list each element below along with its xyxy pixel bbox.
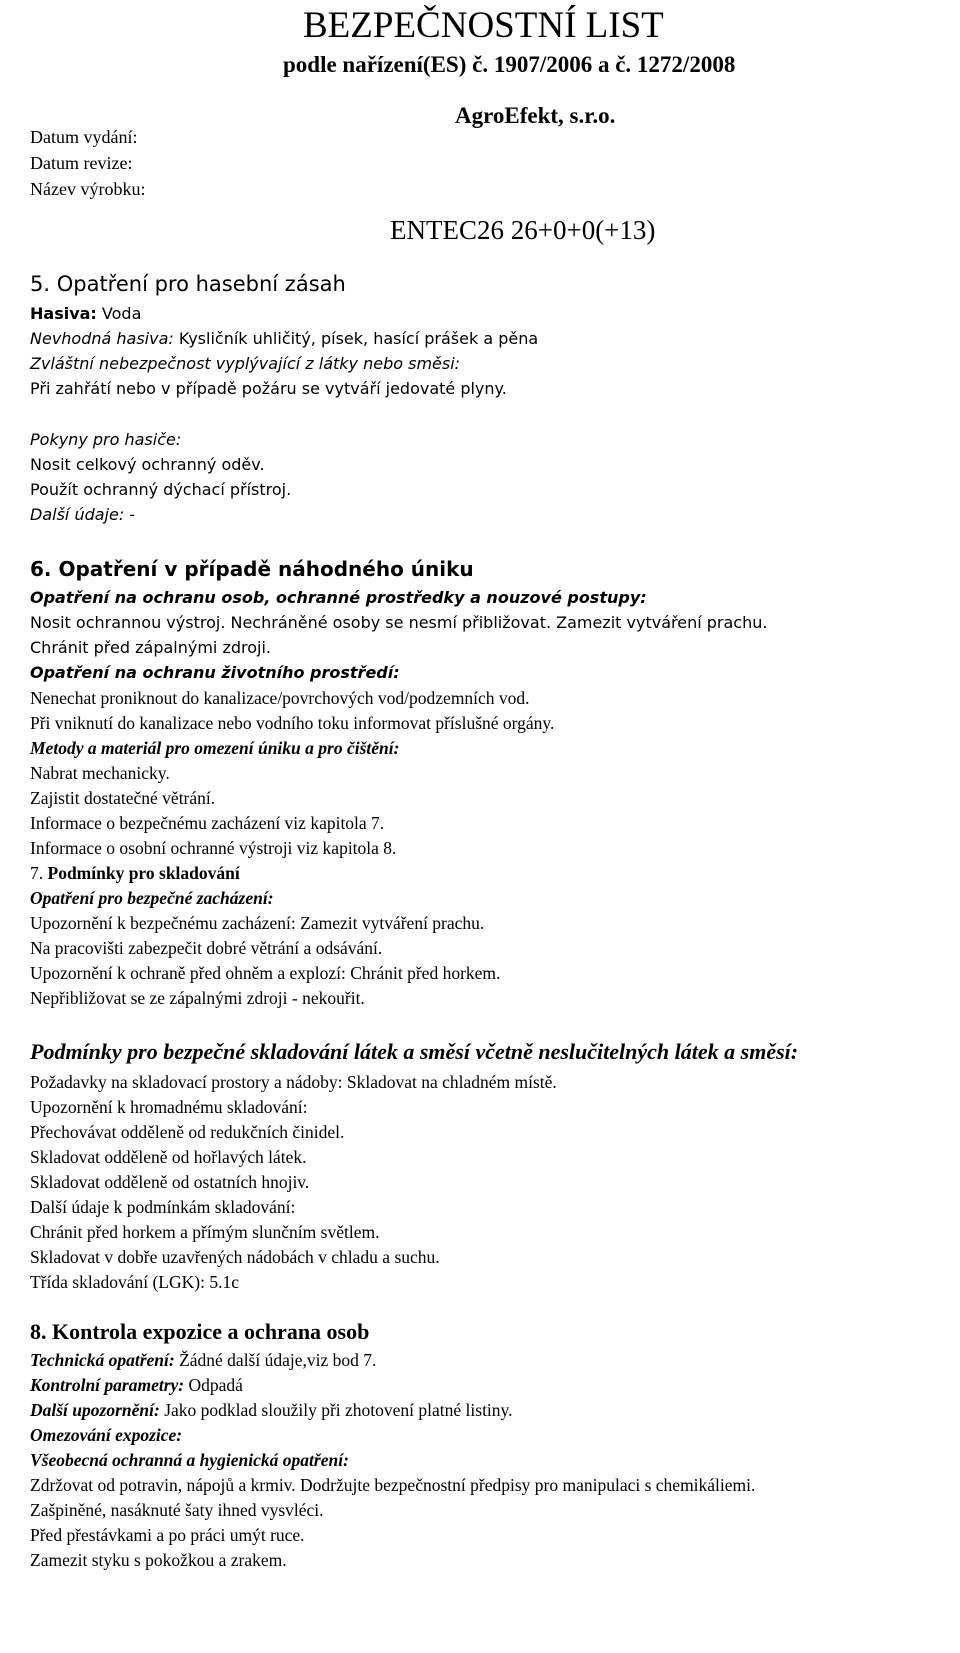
technicka-value: Žádné další údaje,viz bod 7.: [174, 1350, 377, 1370]
kontrolni-label: Kontrolní parametry:: [30, 1375, 185, 1395]
kontrolni-line: [30, 1373, 243, 1397]
zvlastni-text: Při zahřátí nebo v případě požáru se vytváří jedovaté plyny.: [30, 379, 507, 398]
section-8-heading: 8. Kontrola expozice a ochrana osob: [30, 1319, 370, 1344]
metody-line-4: Informace o osobní ochranné výstroji viz kapitola 8.: [30, 838, 397, 858]
product-name-label: Název výrobku:: [30, 179, 146, 199]
skladovani-line-4: Skladovat odděleně od hořlavých látek.: [30, 1147, 307, 1167]
regulation-subtitle: podle nařízení(ES) č. 1907/2006 a č. 1272/2008: [283, 52, 736, 77]
pokyny-line-2: Použít ochranný dýchací přístroj.: [30, 480, 292, 499]
upozorneni-value: Jako podklad sloužily při zhotovení platné listiny.: [159, 1400, 513, 1420]
osoby-line-1: Nosit ochrannou výstroj. Nechráněné osoby se nesmí přibližovat. Zamezit vytváření prachu.: [30, 613, 768, 632]
vseobecna-line-3: Před přestávkami a po práci umýt ruce.: [30, 1525, 305, 1545]
upozorneni-label: Další upozornění:: [30, 1400, 160, 1420]
bezpecne-label: Opatření pro bezpečné zacházení:: [30, 888, 274, 908]
vseobecna-line-2: Zašpiněné, nasáknuté šaty ihned vysvléci.: [30, 1500, 324, 1520]
technicka-label: Technická opatření:: [30, 1350, 175, 1370]
vseobecna-label: Všeobecná ochranná a hygienická opatření:: [30, 1450, 349, 1470]
zvlastni-label: Zvláštní nebezpečnost vyplývající z látky nebo směsi:: [30, 354, 461, 373]
skladovani-line-6: Další údaje k podmínkám skladování:: [30, 1197, 296, 1217]
pokyny-label: Pokyny pro hasiče:: [30, 430, 182, 449]
prostredi-label: Opatření na ochranu životního prostředí:: [30, 663, 400, 682]
nevhodna-label: Nevhodná hasiva:: [30, 329, 174, 348]
section-7-heading: [30, 861, 240, 885]
upozorneni-line: [30, 1398, 513, 1422]
prostredi-line-2: Při vniknutí do kanalizace nebo vodního toku informovat příslušné orgány.: [30, 713, 555, 733]
skladovani-line-2: Upozornění k hromadnému skladování:: [30, 1097, 308, 1117]
dalsi-udaje: Další údaje: -: [30, 505, 136, 524]
vseobecna-line-1: Zdržovat od potravin, nápojů a krmiv. Dodržujte bezpečnostní předpisy pro manipulaci s chemikáliemi.: [30, 1475, 756, 1495]
skladovani-line-9: Třída skladování (LGK): 5.1c: [30, 1272, 239, 1292]
pokyny-line-1: Nosit celkový ochranný oděv.: [30, 455, 265, 474]
hasiva-line: [30, 302, 141, 326]
company-name: AgroEfekt, s.r.o.: [455, 103, 616, 128]
prostredi-line-1: Nenechat proniknout do kanalizace/povrchových vod/podzemních vod.: [30, 688, 530, 708]
metody-label: Metody a materiál pro omezení úniku a pro čištění:: [30, 738, 400, 758]
skladovani-line-7: Chránit před horkem a přímým slunčním světlem.: [30, 1222, 380, 1242]
hasiva-value: Voda: [96, 304, 142, 323]
metody-line-1: Nabrat mechanicky.: [30, 763, 170, 783]
technicka-line: [30, 1348, 376, 1372]
metody-line-2: Zajistit dostatečné větrání.: [30, 788, 216, 808]
section-6-heading: 6. Opatření v případě náhodného úniku: [30, 557, 474, 581]
skladovani-line-1: Požadavky na skladovací prostory a nádoby: Skladovat na chladném místě.: [30, 1072, 557, 1092]
skladovani-heading: Podmínky pro bezpečné skladování látek a směsí včetně neslučitelných látek a směsí:: [30, 1039, 799, 1064]
nevhodna-value: Kysličník uhličitý, písek, hasící prášek a pěna: [173, 329, 539, 348]
omezovani-label: Omezování expozice:: [30, 1425, 183, 1445]
hasiva-label: Hasiva:: [30, 304, 97, 323]
bezpecne-line-4: Nepřibližovat se ze zápalnými zdroji - nekouřit.: [30, 988, 365, 1008]
skladovani-line-3: Přechovávat odděleně od redukčních činidel.: [30, 1122, 345, 1142]
date-issued-label: Datum vydání:: [30, 127, 138, 147]
bezpecne-line-1: Upozornění k bezpečnému zacházení: Zamezit vytváření prachu.: [30, 913, 485, 933]
section-7-number: 7.: [30, 863, 48, 883]
bezpecne-line-2: Na pracovišti zabezpečit dobré větrání a odsávání.: [30, 938, 383, 958]
section-7-title: Podmínky pro skladování: [47, 863, 240, 883]
osoby-line-2: Chránit před zápalnými zdroji.: [30, 638, 271, 657]
skladovani-line-8: Skladovat v dobře uzavřených nádobách v chladu a suchu.: [30, 1247, 440, 1267]
document-title: BEZPEČNOSTNÍ LIST: [303, 5, 664, 46]
section-5-heading: 5. Opatření pro hasební zásah: [30, 272, 346, 296]
nevhodna-line: [30, 327, 538, 351]
bezpecne-line-3: Upozornění k ochraně před ohněm a explozí: Chránit před horkem.: [30, 963, 501, 983]
kontrolni-value: Odpadá: [184, 1375, 243, 1395]
osoby-label: Opatření na ochranu osob, ochranné prostředky a nouzové postupy:: [30, 588, 647, 607]
vseobecna-line-4: Zamezit styku s pokožkou a zrakem.: [30, 1550, 287, 1570]
skladovani-line-5: Skladovat odděleně od ostatních hnojiv.: [30, 1172, 310, 1192]
product-name: ENTEC26 26+0+0(+13): [390, 215, 656, 245]
metody-line-3: Informace o bezpečnému zacházení viz kapitola 7.: [30, 813, 385, 833]
date-revised-label: Datum revize:: [30, 153, 133, 173]
